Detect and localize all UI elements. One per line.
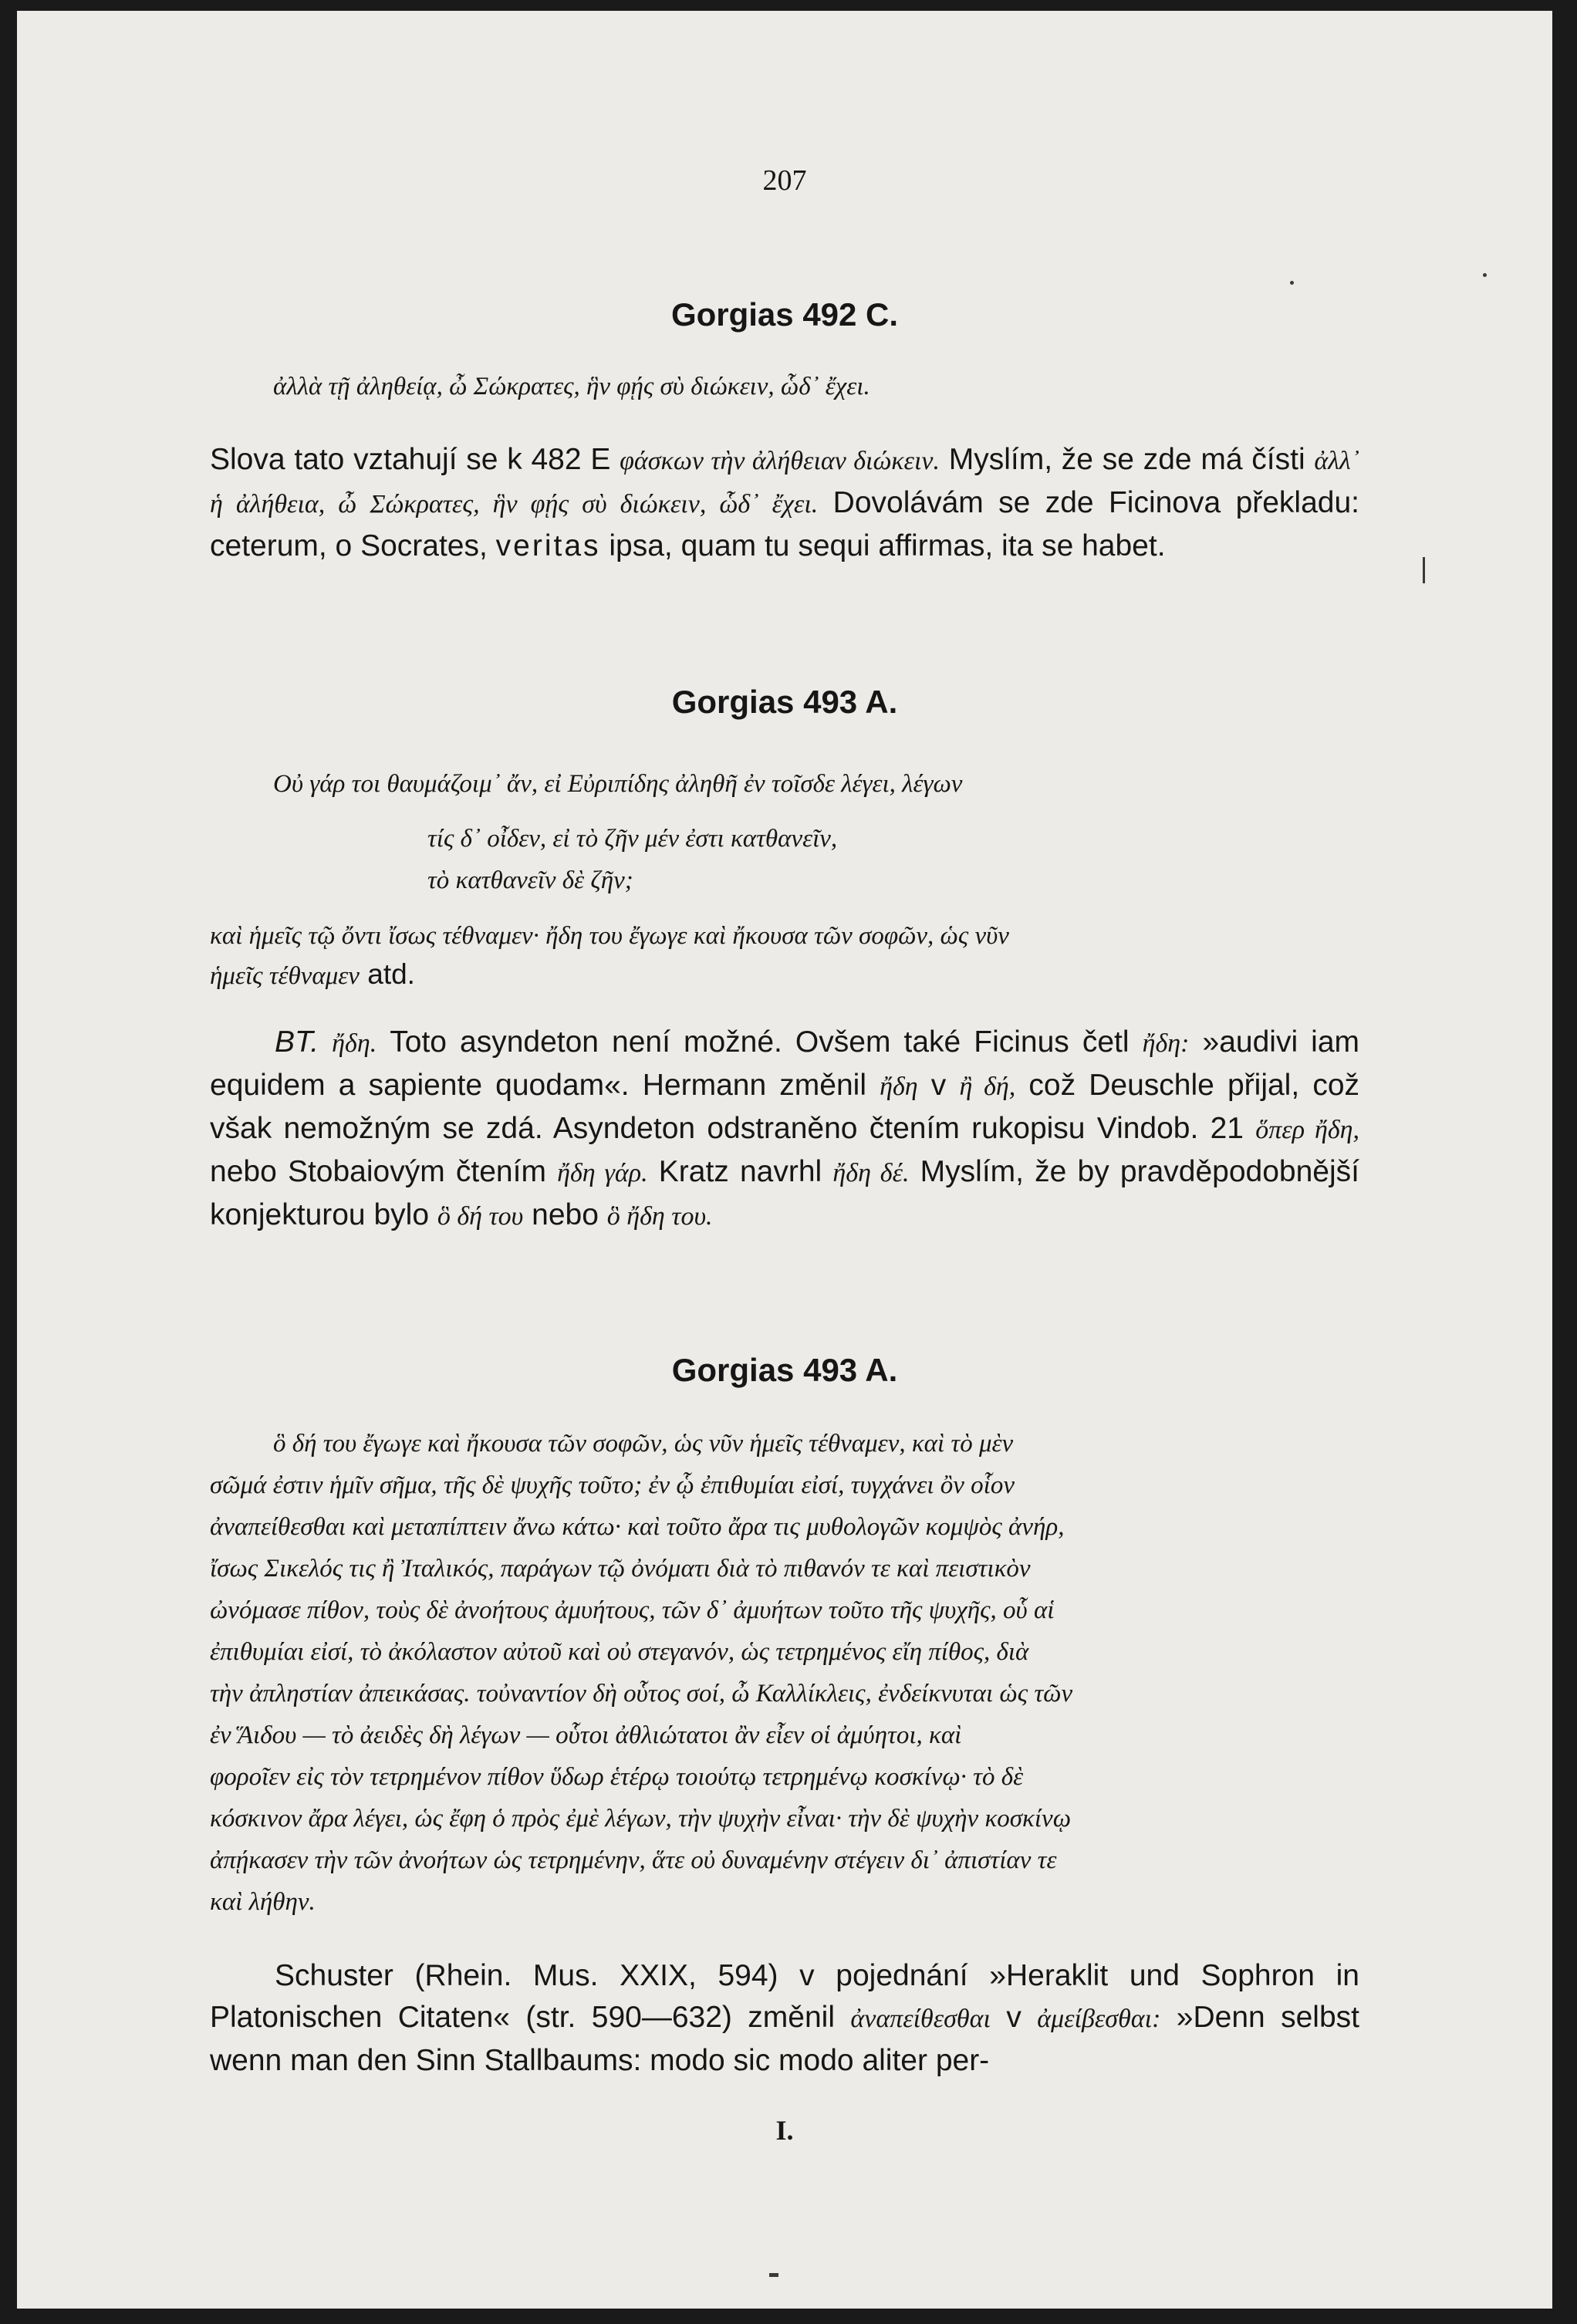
greek-quote-2-cont-line-1: καὶ ἡμεῖς τῷ ὄντι ἴσως τέθναμεν· ἤδη του ἔγωγε καὶ ἤκουσα τῶν σοφῶν, ὡς νῦν [210,922,1009,950]
greek-quote-3-line-1: ὃ δή του ἔγωγε καὶ ἤκουσα τῶν σοφῶν, ὡς νῦν ἡμεῖς τέθναμεν, καὶ τὸ μὲν [273,1430,1014,1458]
print-speck [1290,281,1294,285]
greek-quote-3-line-10: κόσκινον ἄρα λέγει, ὡς ἔφη ὁ πρὸς ἐμὲ λέγων, τὴν ψυχὴν εἶναι· τὴν δὲ ψυχὴν κοσκίνῳ [210,1805,1072,1833]
greek-quote-2-intro: Οὐ γάρ τοι θαυμάζοιμ᾽ ἄν, εἰ Εὐριπίδης ἀληθῆ ἐν τοῖσδε λέγει, λέγων [273,770,963,798]
greek-quote-1: ἀλλὰ τῇ ἀληθείᾳ, ὦ Σώκρατες, ἣν φῄς σὺ διώκειν, ὧδ᾽ ἔχει. [273,373,870,400]
commentary-1: Slova tato vztahují se k 482 E φάσκων τὴν ἀλήθειαν διώκειν. Myslím, že se zde má čísti ἀλλ᾽ ἡ ἀλήθεια, ὦ Σώκρατες, ἣν φῄς σὺ διώκειν, ὧδ᾽ ἔχει. Dovolávám se zde Ficinova překladu: ceterum, o Socrates, veritas ipsa, quam tu sequi affirmas, ita se habet. [210,443,1360,562]
section-heading-3: Gorgias 493 A. [671,1352,898,1388]
greek-quote-3-line-12: καὶ λήθην. [210,1888,316,1916]
commentary-3: Schuster (Rhein. Mus. XXIX, 594) v pojednání »Heraklit und Sophron in Platonischen Citaten« (str. 590—632) změnil ἀναπείθεσθαι v ἀμείβεσθαι: »Denn selbst wenn man den Sinn Stallbaums: modo sic modo aliter per- [210,1959,1359,2077]
signature-mark: I. [775,2115,794,2146]
page-number: 207 [762,164,807,197]
print-speck [769,2273,778,2277]
verse-line-2: τὸ κατθανεῖν δὲ ζῆν; [427,866,633,894]
verse-line-1: τίς δ᾽ οἶδεν, εἰ τὸ ζῆν μέν ἐστι κατθανεῖν, [427,825,838,853]
section-heading-1: Gorgias 492 C. [670,296,899,333]
document-page [17,11,1552,2309]
section-heading-2: Gorgias 493 A. [671,684,898,720]
print-speck [1483,273,1487,277]
greek-quote-3-line-6: ἐπιθυμίαι εἰσί, τὸ ἀκόλαστον αὐτοῦ καὶ οὐ στεγανόν, ὡς τετρημένος εἴη πίθος, διὰ [210,1638,1029,1666]
greek-quote-3-line-7: τὴν ἀπληστίαν ἀπεικάσας. τοὐναντίον δὴ οὗτος σοί, ὦ Καλλίκλεις, ἐνδείκνυται ὡς τῶν [210,1680,1073,1708]
print-speck [1423,557,1425,583]
greek-quote-3-line-3: ἀναπείθεσθαι καὶ μεταπίπτειν ἄνω κάτω· καὶ τοῦτο ἄρα τις μυθολογῶν κομψὸς ἀνήρ, [210,1513,1065,1541]
greek-quote-3-line-8: ἐν Ἅιδου — τὸ ἀειδὲς δὴ λέγων — οὗτοι ἀθλιώτατοι ἂν εἶεν οἱ ἀμύητοι, καὶ [210,1721,962,1749]
greek-quote-3-line-11: ἀπῄκασεν τὴν τῶν ἀνοήτων ὡς τετρημένην, ἅτε οὐ δυναμένην στέγειν δι᾽ ἀπιστίαν τε [210,1846,1057,1874]
greek-quote-3-line-2: σῶμά ἐστιν ἡμῖν σῆμα, τῆς δὲ ψυχῆς τοῦτο; ἐν ᾧ ἐπιθυμίαι εἰσί, τυγχάνει ὂν οἷον [210,1471,1015,1499]
commentary-2: BT. ἤδη. Toto asyndeton není možné. Ovšem také Ficinus četl ἤδη: »audivi iam equidem a sapiente quodam«. Hermann změnil ἤδη v ἢ δή, což Deuschle přijal, což však nemožným se zdá. Asyndeton odstraněno čtením rukopisu Vindob. 21 ὅπερ ἤδη, nebo Stobaiovým čtením ἤδη γάρ. Kratz navrhl ἤδη δέ. Myslím, že by pravděpodobnější konjekturou bylo ὃ δή του nebo ὃ ἤδη του. [210,1025,1360,1231]
greek-quote-3-line-5: ὠνόμασε πίθον, τοὺς δὲ ἀνοήτους ἀμυήτους, τῶν δ᾽ ἀμυήτων τοῦτο τῆς ψυχῆς, οὗ αἱ [210,1596,1055,1624]
greek-quote-2-cont-line-2: ἡμεῖς τέθναμεν atd. [210,958,415,990]
greek-quote-3-line-4: ἴσως Σικελός τις ἢ Ἰταλικός, παράγων τῷ ὀνόματι διὰ τὸ πιθανόν τε καὶ πειστικὸν [210,1555,1031,1583]
greek-quote-3-line-9: φοροῖεν εἰς τὸν τετρημένον πίθον ὕδωρ ἑτέρῳ τοιούτῳ τετρημένῳ κοσκίνῳ· τὸ δὲ [210,1763,1024,1791]
